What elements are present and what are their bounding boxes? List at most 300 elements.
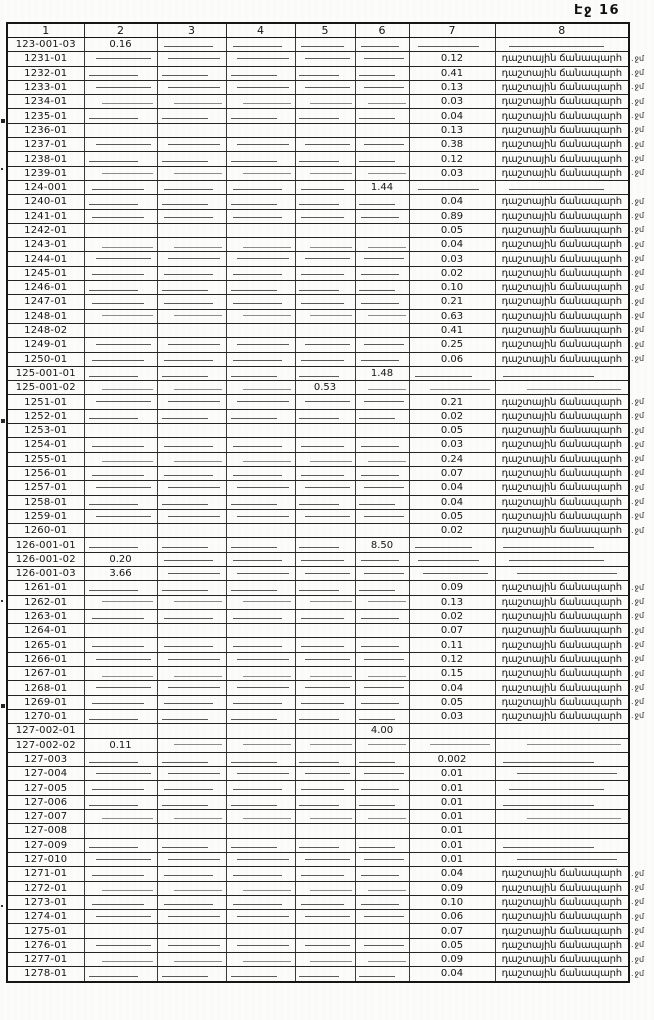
table-row [7,238,629,252]
cell-parcel-id: 127-006 [7,795,84,809]
cell-area-value: 0.03 [409,252,495,266]
cell-empty [295,195,355,209]
cell-empty [295,895,355,909]
cell-empty [157,266,226,280]
cell-empty [355,695,409,709]
cell-empty [355,152,409,166]
table-row [7,152,629,166]
cell-parcel-id: 125-001-01 [7,366,84,380]
cell-empty [84,509,157,523]
cell-empty [157,452,226,466]
cell-empty [295,910,355,924]
cell-empty [226,881,295,895]
cell-empty [355,838,409,852]
cell-empty [84,452,157,466]
cell-empty [495,781,629,795]
cell-area-value: 0.01 [409,810,495,824]
margin-note: . ջմ [631,397,644,406]
table-row [7,38,629,52]
cell-parcel-id: 1264-01 [7,624,84,638]
cell-parcel-id: 1254-01 [7,438,84,452]
cell-empty [84,852,157,866]
cell-empty [84,881,157,895]
cell-land-use: դաշտային ճանապարհ [495,524,629,538]
cell-empty [495,810,629,824]
cell-parcel-id: 1270-01 [7,709,84,723]
cell-empty [84,323,157,337]
cell-empty [295,867,355,881]
cell-empty [295,724,355,738]
cell-empty [355,66,409,80]
cell-empty [495,38,629,52]
cell-parcel-id: 1274-01 [7,910,84,924]
margin-note: . ջմ [631,969,644,978]
column-header: 7 [409,23,495,38]
margin-note: . ջմ [631,268,644,277]
cell-empty [355,452,409,466]
cell-parcel-id: 1266-01 [7,652,84,666]
cell-empty [84,752,157,766]
cell-empty [495,824,629,838]
cell-empty [157,524,226,538]
cell-empty [157,924,226,938]
table-row [7,281,629,295]
margin-note: . ջմ [631,168,644,177]
cell-empty [226,180,295,194]
cell-empty [84,609,157,623]
table-row [7,381,629,395]
cell-empty [295,752,355,766]
cell-land-use: դաշտային ճանապարհ [495,881,629,895]
margin-note: . ջմ [631,211,644,220]
cell-parcel-id: 1244-01 [7,252,84,266]
cell-land-use: դաշտային ճանապարհ [495,867,629,881]
cell-area-value: 0.03 [409,95,495,109]
table-row [7,767,629,781]
cell-empty [355,209,409,223]
margin-note: . ջմ [631,354,644,363]
cell-land-use: դաշտային ճանապարհ [495,395,629,409]
cell-parcel-id: 1237-01 [7,138,84,152]
cell-empty [495,838,629,852]
cell-empty [355,938,409,952]
margin-note: . ջմ [631,111,644,120]
cell-parcel-id: 1273-01 [7,895,84,909]
cell-parcel-id: 126-001-03 [7,566,84,580]
cell-empty [495,552,629,566]
column-header: 8 [495,23,629,38]
cell-empty [84,953,157,967]
cell-parcel-id: 126-001-01 [7,538,84,552]
cell-land-use: դաշտային ճանապարհ [495,152,629,166]
table-row [7,252,629,266]
cell-empty [226,895,295,909]
table-row [7,924,629,938]
cell-empty [495,767,629,781]
cell-empty [226,681,295,695]
cell-empty [226,295,295,309]
cell-empty [355,638,409,652]
cell-empty [226,824,295,838]
cell-empty [355,395,409,409]
cell-empty [355,381,409,395]
cell-empty [226,652,295,666]
cell-empty [226,752,295,766]
cell-empty [355,595,409,609]
cell-empty [295,795,355,809]
cell-empty [295,295,355,309]
cell-empty [295,323,355,337]
cell-empty [226,252,295,266]
cell-empty [295,509,355,523]
table-row [7,538,629,552]
table-row [7,52,629,66]
table-row [7,967,629,982]
cell-land-use: դաշտային ճանապարհ [495,52,629,66]
cell-land-use: դաշտային ճանապարհ [495,66,629,80]
table-row [7,338,629,352]
cell-area-value: 0.09 [409,581,495,595]
cell-land-use: դաշտային ճանապարհ [495,95,629,109]
cell-empty [355,681,409,695]
cell-area-value: 0.05 [409,223,495,237]
cell-parcel-id: 1276-01 [7,938,84,952]
cell-empty [84,381,157,395]
cell-empty [157,180,226,194]
cell-empty [157,724,226,738]
cell-empty [226,738,295,752]
cell-parcel-id: 127-004 [7,767,84,781]
cell-area-value: 0.05 [409,938,495,952]
cell-empty [295,810,355,824]
cell-empty [226,938,295,952]
table-row [7,638,629,652]
cell-empty [157,738,226,752]
cell-empty [295,52,355,66]
cell-empty [157,953,226,967]
cell-empty [84,438,157,452]
cell-parcel-id: 127-005 [7,781,84,795]
margin-note: . ջմ [631,526,644,535]
table-row [7,667,629,681]
cell-empty [157,566,226,580]
cell-parcel-id: 1269-01 [7,695,84,709]
cell-parcel-id: 1271-01 [7,867,84,881]
cell-empty [355,166,409,180]
cell-empty [226,695,295,709]
cell-empty [157,767,226,781]
cell-area-value: 0.12 [409,52,495,66]
margin-note: . ջմ [631,440,644,449]
cell-empty [157,638,226,652]
table-row [7,309,629,323]
cell-parcel-id: 123-001-03 [7,38,84,52]
cell-empty [226,595,295,609]
cell-empty [295,538,355,552]
cell-empty [355,867,409,881]
cell-empty [355,295,409,309]
cell-empty [226,238,295,252]
table-row [7,352,629,366]
cell-land-use: դաշտային ճանապարհ [495,910,629,924]
cell-area-value: 8.50 [355,538,409,552]
cell-empty [295,395,355,409]
margin-note: . ջմ [631,683,644,692]
margin-note: . ջմ [631,197,644,206]
table-header-row [7,23,629,38]
cell-parcel-id: 1265-01 [7,638,84,652]
cell-empty [157,709,226,723]
cell-area-value: 0.09 [409,953,495,967]
cell-empty [226,152,295,166]
cell-empty [409,552,495,566]
cell-empty [355,752,409,766]
cell-empty [495,852,629,866]
cell-land-use: դաշտային ճանապարհ [495,123,629,137]
margin-note: . ջմ [631,711,644,720]
cell-parcel-id: 1260-01 [7,524,84,538]
table-row [7,752,629,766]
margin-note: . ջմ [631,411,644,420]
cell-land-use: դաշտային ճանապարհ [495,466,629,480]
cell-empty [295,66,355,80]
margin-note: . ջմ [631,297,644,306]
cell-empty [355,552,409,566]
cell-empty [84,281,157,295]
cell-empty [409,366,495,380]
cell-empty [84,66,157,80]
cell-empty [226,323,295,337]
cell-empty [226,609,295,623]
cell-empty [226,109,295,123]
table-row [7,452,629,466]
cell-empty [84,924,157,938]
cell-empty [84,638,157,652]
table-row [7,481,629,495]
cell-empty [355,109,409,123]
table-row [7,323,629,337]
margin-note: . ջմ [631,955,644,964]
cell-empty [157,581,226,595]
table-row [7,166,629,180]
cell-land-use: դաշտային ճանապարհ [495,652,629,666]
cell-empty [84,352,157,366]
cell-empty [226,781,295,795]
cell-empty [495,538,629,552]
cell-land-use: դաշտային ճանապարհ [495,352,629,366]
cell-parcel-id: 127-010 [7,852,84,866]
cell-empty [355,852,409,866]
cell-empty [226,524,295,538]
cell-empty [355,910,409,924]
cell-parcel-id: 1233-01 [7,80,84,94]
cell-empty [355,953,409,967]
cell-empty [295,552,355,566]
cell-empty [157,381,226,395]
cell-parcel-id: 1232-01 [7,66,84,80]
cell-empty [84,910,157,924]
cell-area-value: 0.10 [409,281,495,295]
cell-empty [84,652,157,666]
cell-area-value: 0.63 [409,309,495,323]
table-row [7,123,629,137]
cell-empty [226,123,295,137]
column-header: 4 [226,23,295,38]
table-row [7,609,629,623]
cell-empty [226,352,295,366]
cell-empty [495,724,629,738]
cell-area-value: 0.01 [409,767,495,781]
margin-note: . ջմ [631,68,644,77]
cell-empty [226,281,295,295]
cell-empty [84,524,157,538]
cell-empty [226,409,295,423]
cell-empty [355,323,409,337]
table-row [7,95,629,109]
cell-empty [295,152,355,166]
margin-note: . ջմ [631,597,644,606]
cell-empty [295,767,355,781]
cell-empty [226,867,295,881]
cell-empty [226,381,295,395]
cell-empty [295,652,355,666]
margin-notes-column [631,0,654,1020]
cell-parcel-id: 1236-01 [7,123,84,137]
margin-note: . ջմ [631,283,644,292]
cell-empty [226,209,295,223]
cell-land-use: դաշտային ճանապարհ [495,295,629,309]
cell-empty [226,438,295,452]
margin-note: . ջմ [631,311,644,320]
margin-note: . ջմ [631,225,644,234]
cell-empty [84,266,157,280]
cell-parcel-id: 1246-01 [7,281,84,295]
cell-empty [157,123,226,137]
cell-empty [84,95,157,109]
cell-empty [157,852,226,866]
cell-land-use: դաշտային ճանապարհ [495,924,629,938]
cell-parcel-id: 1235-01 [7,109,84,123]
cell-empty [157,66,226,80]
cell-parcel-id: 125-001-02 [7,381,84,395]
cell-empty [157,881,226,895]
cell-area-value: 0.02 [409,524,495,538]
cell-empty [84,252,157,266]
cell-empty [226,166,295,180]
cell-empty [226,638,295,652]
cell-empty [226,795,295,809]
cell-empty [355,352,409,366]
cadastre-table [6,22,630,983]
cell-empty [84,52,157,66]
cell-area-value: 0.07 [409,466,495,480]
cell-empty [355,266,409,280]
cell-empty [295,581,355,595]
cell-empty [226,424,295,438]
cell-empty [355,281,409,295]
cell-parcel-id: 1255-01 [7,452,84,466]
table-row [7,266,629,280]
cell-parcel-id: 1247-01 [7,295,84,309]
cell-empty [226,709,295,723]
cell-area-value: 0.12 [409,652,495,666]
cell-empty [157,438,226,452]
table-row [7,910,629,924]
cell-empty [157,695,226,709]
cell-empty [157,409,226,423]
cell-empty [295,352,355,366]
cell-empty [355,495,409,509]
table-row [7,881,629,895]
cell-empty [84,895,157,909]
cell-empty [84,695,157,709]
cell-empty [84,709,157,723]
cell-empty [84,395,157,409]
cell-empty [157,323,226,337]
cell-empty [355,223,409,237]
table-row [7,938,629,952]
table-body [7,38,629,982]
table-row [7,438,629,452]
cell-land-use: դաշտային ճանապարհ [495,895,629,909]
cell-parcel-id: 1239-01 [7,166,84,180]
cell-empty [355,95,409,109]
cell-empty [84,424,157,438]
cell-area-value: 0.41 [409,323,495,337]
table-row [7,209,629,223]
cell-land-use: դաշտային ճանապարհ [495,409,629,423]
cell-parcel-id: 1240-01 [7,195,84,209]
cell-empty [355,409,409,423]
cell-land-use: դաշտային ճանապարհ [495,481,629,495]
margin-note: . ջմ [631,511,644,520]
cell-empty [157,838,226,852]
cell-land-use: դաշտային ճանապարհ [495,209,629,223]
cell-empty [157,667,226,681]
table-row [7,509,629,523]
cell-empty [355,238,409,252]
cell-empty [295,609,355,623]
table-row [7,895,629,909]
cell-land-use: դաշտային ճանապարհ [495,452,629,466]
cell-parcel-id: 1257-01 [7,481,84,495]
margin-note: . ջմ [631,97,644,106]
cell-area-value: 0.24 [409,452,495,466]
cell-parcel-id: 1278-01 [7,967,84,982]
margin-note: . ջմ [631,254,644,263]
cell-area-value: 0.53 [295,381,355,395]
cell-empty [226,810,295,824]
cell-empty [295,209,355,223]
cell-empty [157,652,226,666]
cell-land-use: դաշտային ճանապարհ [495,595,629,609]
margin-note: . ջմ [631,468,644,477]
cell-empty [157,910,226,924]
cell-empty [355,895,409,909]
cell-empty [84,180,157,194]
cell-parcel-id: 1263-01 [7,609,84,623]
margin-note: . ջմ [631,654,644,663]
table-row [7,180,629,194]
cell-empty [84,238,157,252]
cell-empty [355,138,409,152]
cell-empty [355,667,409,681]
cell-empty [157,795,226,809]
cell-empty [409,180,495,194]
cell-area-value: 0.04 [409,238,495,252]
margin-note: . ջմ [631,140,644,149]
cell-area-value: 0.89 [409,209,495,223]
